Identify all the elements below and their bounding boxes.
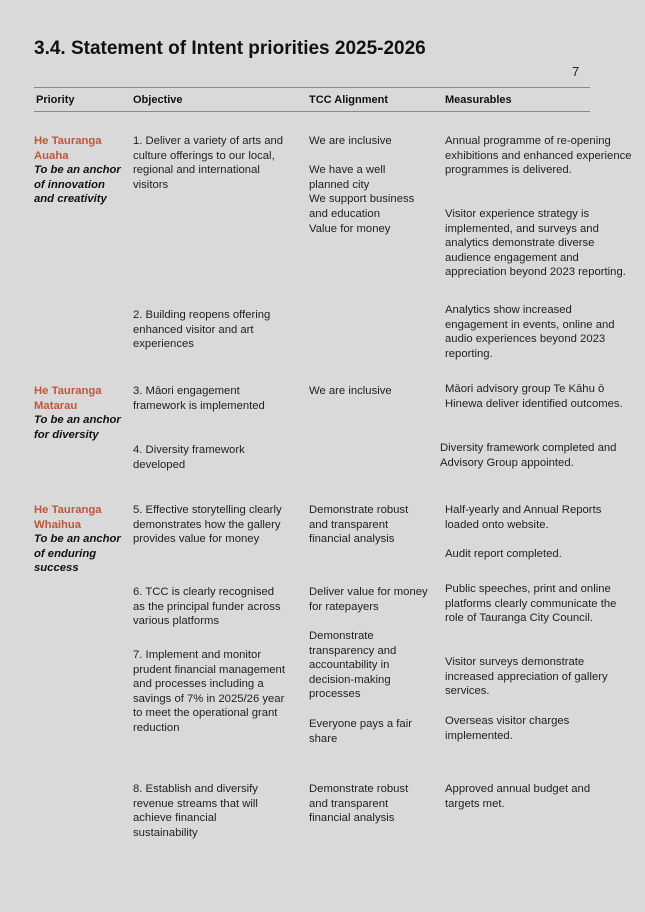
priority-group — [34, 384, 126, 442]
header-tcc-alignment: TCC Alignment — [309, 94, 389, 106]
page-title: 3.4. Statement of Intent priorities 2025-2026 — [34, 38, 426, 59]
measurable-item: Public speeches, print and online platforms clearly communicate the role of Tauranga City Council. — [445, 583, 617, 625]
measurable-item: Māori advisory group Te Kāhu ō Hinewa deliver identified outcomes. — [445, 383, 623, 410]
measurable-item: Visitor experience strategy is implemented, and surveys and analytics demonstrate diverse audience engagement and appreciation beyond 2023 reporting. — [445, 208, 626, 279]
measurable-item: Annual programme of re-opening exhibitions and enhanced experience programmes is delivered. — [445, 135, 632, 177]
objective-item: 7. Implement and monitor prudent financial management and processes including a savings of 7% in 2025/26 year to meet the operational grant reduction — [133, 649, 285, 734]
measurable-item: Diversity framework completed and Advisory Group appointed. — [440, 442, 617, 469]
priority-name: He Tauranga Whaihua — [34, 504, 102, 531]
alignment-item: We have a well planned city — [309, 164, 386, 191]
priority-group — [34, 134, 126, 207]
alignment-item: We are inclusive — [309, 135, 392, 147]
table-top-rule — [34, 87, 590, 88]
header-underline — [34, 111, 590, 112]
objective-item: 5. Effective storytelling clearly demonstrates how the gallery provides value for money — [133, 504, 282, 546]
objective-item: 4. Diversity framework developed — [133, 444, 245, 471]
alignment-item: Deliver value for money for ratepayers — [309, 586, 428, 613]
alignment-item: Everyone pays a fair share — [309, 718, 412, 745]
objective-item: 8. Establish and diversify revenue streams that will achieve financial sustainability — [133, 783, 258, 839]
priority-description: To be an anchor of enduring success — [34, 533, 121, 575]
priority-name: He Tauranga Auaha — [34, 135, 102, 162]
objective-item: 6. TCC is clearly recognised as the principal funder across various platforms — [133, 586, 281, 628]
alignment-item: Value for money — [309, 223, 391, 235]
measurable-item: Overseas visitor charges implemented. — [445, 715, 570, 742]
objective-item: 2. Building reopens offering enhanced visitor and art experiences — [133, 309, 271, 351]
measurable-item: Audit report completed. — [445, 548, 562, 560]
alignment-item: Demonstrate transparency and accountability in decision-making processes — [309, 630, 397, 701]
header-objective: Objective — [133, 94, 183, 106]
priority-group — [34, 503, 126, 576]
measurable-item: Approved annual budget and targets met. — [445, 783, 591, 810]
measurable-item: Visitor surveys demonstrate increased appreciation of gallery services. — [445, 656, 608, 698]
priority-name: He Tauranga Matarau — [34, 385, 102, 412]
priority-description: To be an anchor of innovation and creativity — [34, 164, 121, 206]
objective-item: 3. Māori engagement framework is implemented — [133, 385, 265, 412]
objective-item: 1. Deliver a variety of arts and culture offerings to our local, regional and international visitors — [133, 135, 284, 191]
alignment-item: Demonstrate robust and transparent financial analysis — [309, 783, 409, 825]
alignment-item: We are inclusive — [309, 385, 392, 397]
header-priority: Priority — [36, 94, 75, 106]
measurable-item: Analytics show increased engagement in events, online and audio experiences beyond 2023 reporting. — [445, 304, 615, 360]
measurable-item: Half-yearly and Annual Reports loaded onto website. — [445, 504, 602, 531]
priority-description: To be an anchor for diversity — [34, 414, 121, 441]
header-measurables: Measurables — [445, 94, 512, 106]
page-number: 7 — [572, 64, 580, 79]
alignment-item: We support business and education — [309, 193, 415, 220]
alignment-item: Demonstrate robust and transparent financial analysis — [309, 504, 409, 546]
